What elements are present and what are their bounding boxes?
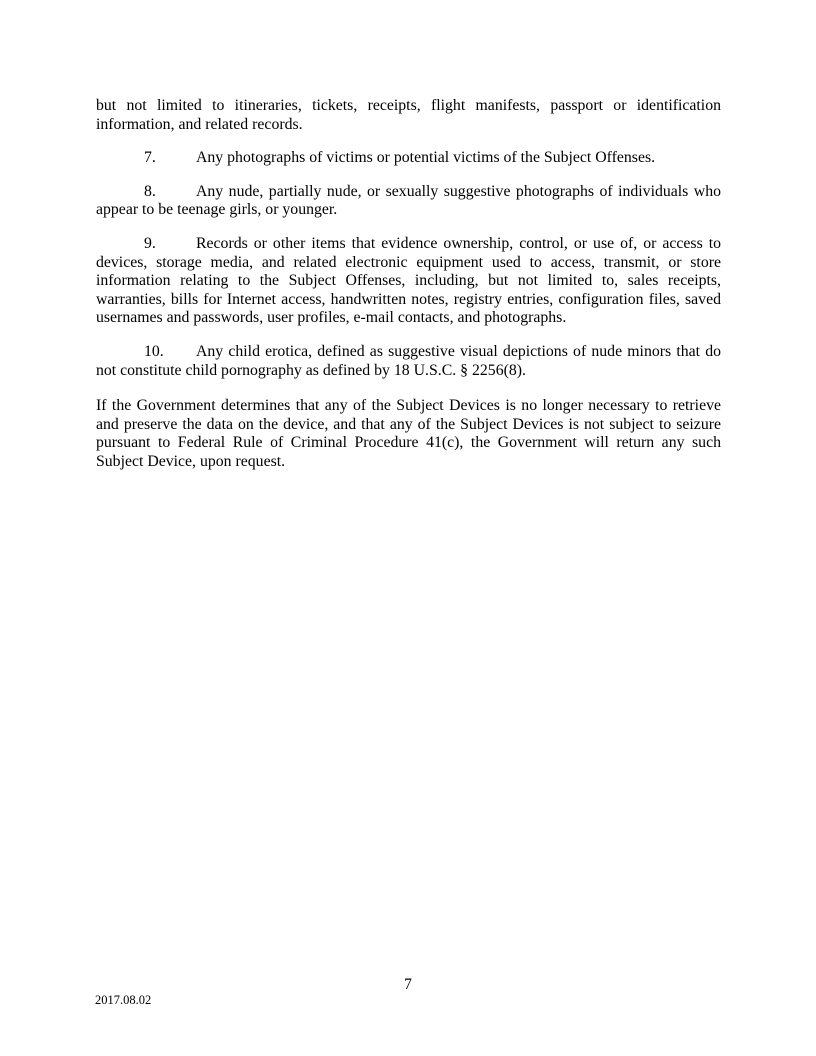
item-number: 7. bbox=[144, 149, 156, 167]
item-number: 8. bbox=[144, 182, 156, 200]
page-number: 7 bbox=[404, 976, 412, 993]
item-text: Any nude, partially nude, or sexually suggestive photographs of individuals who appear to be teenage girls, or younger. bbox=[96, 182, 721, 219]
item-text: Any photographs of victims or potential victims of the Subject Offenses. bbox=[196, 149, 656, 167]
numbered-item-7 bbox=[96, 149, 721, 168]
closing-paragraph: If the Government determines that any of the Subject Devices is no longer necessary to retrieve and preserve the data on the device, and that any of the Subject Devices is not subject to seizure pursuant to Federal Rule of Criminal Procedure 41(c), the Government will return any such Subject Device, upon request. bbox=[96, 397, 721, 470]
numbered-item-10 bbox=[96, 343, 721, 380]
item-text: Records or other items that evidence ownership, control, or use of, or access to devices, storage media, and related electronic equipment used to access, transmit, or store information relating to the Subject Offenses, including, but not limited to, sales receipts, warranties, bills for Internet access, handwritten notes, registry entries, configuration files, saved usernames and passwords, user profiles, e-mail contacts, and photographs. bbox=[96, 234, 721, 327]
footer-date: 2017.08.02 bbox=[95, 993, 152, 1007]
item-number: 10. bbox=[144, 342, 164, 360]
numbered-item-9 bbox=[96, 235, 721, 328]
document-body bbox=[96, 97, 721, 487]
paragraph-continuation: but not limited to itineraries, tickets, receipts, flight manifests, passport or identification information, and related records. bbox=[96, 97, 721, 133]
item-text: Any child erotica, defined as suggestive visual depictions of nude minors that do not constitute child pornography as defined by 18 U.S.C. § 2256(8). bbox=[96, 342, 721, 379]
numbered-item-8 bbox=[96, 183, 721, 220]
item-number: 9. bbox=[144, 234, 156, 252]
